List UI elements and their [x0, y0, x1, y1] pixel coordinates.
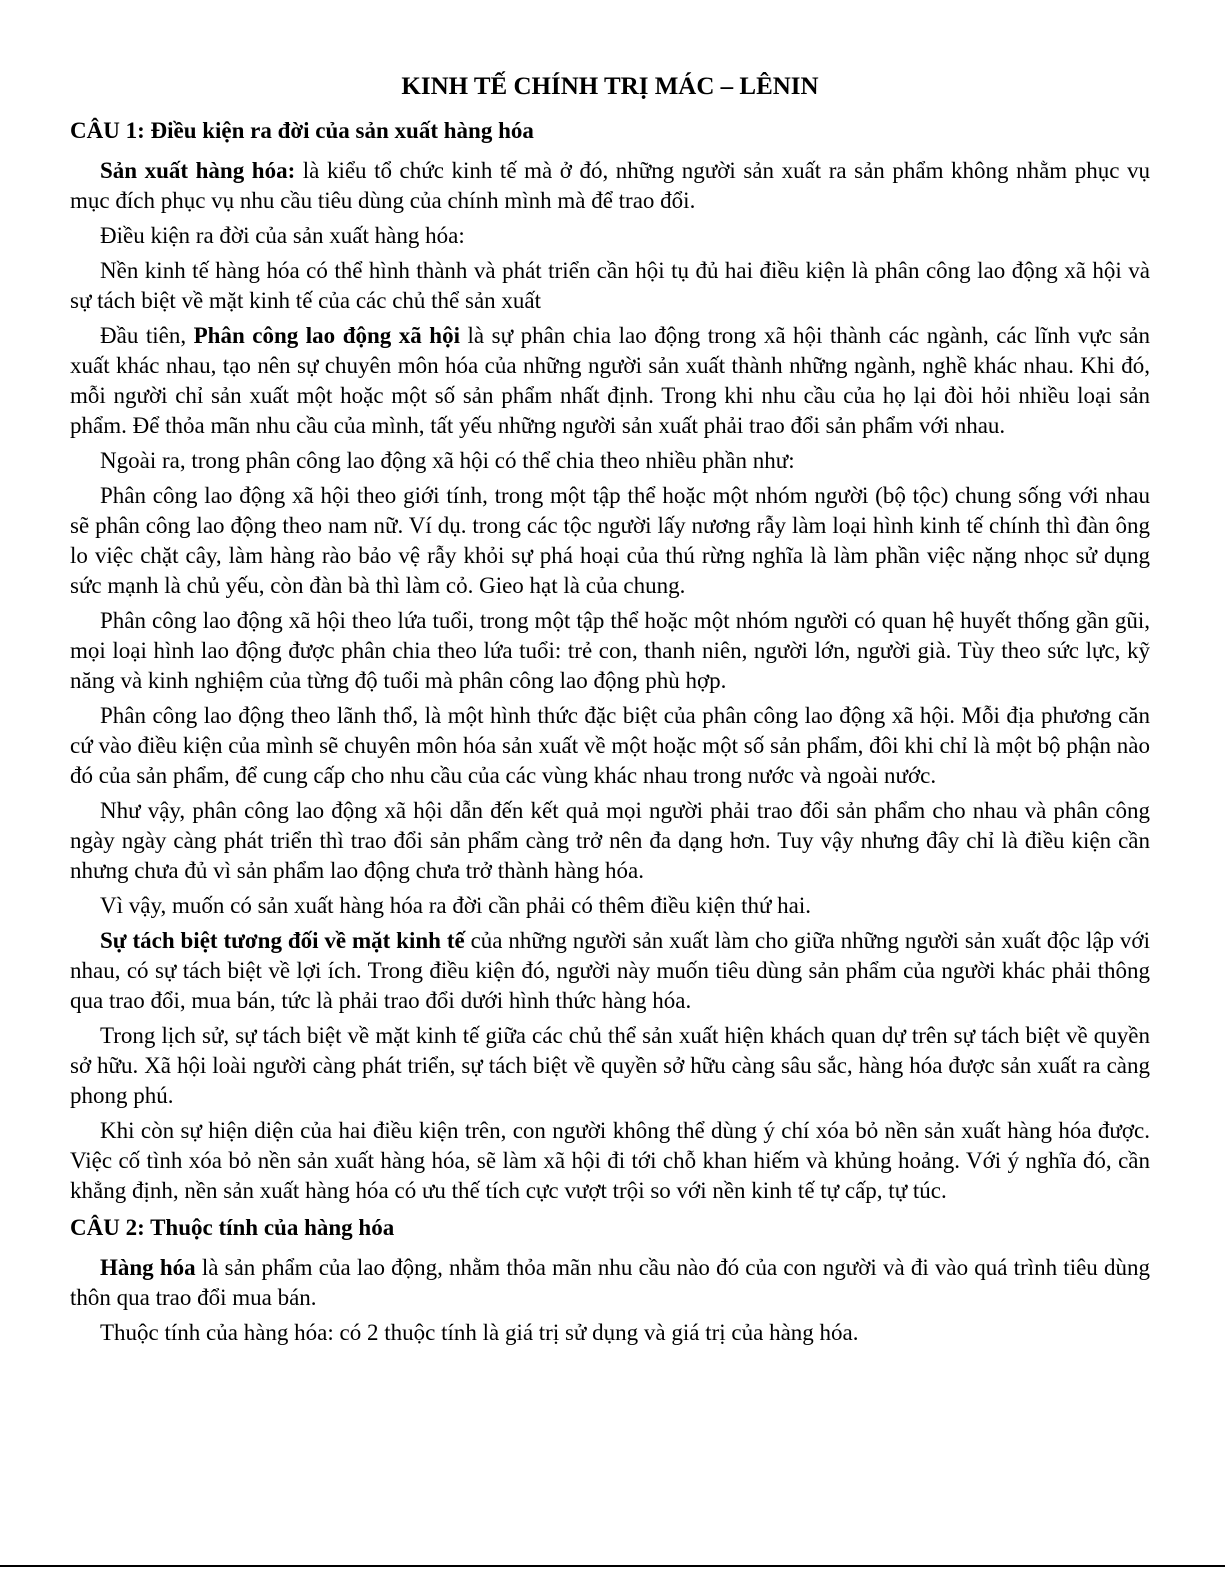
section-heading-q1: CÂU 1: Điều kiện ra đời của sản xuất hàng hóa: [70, 118, 534, 143]
paragraph: Khi còn sự hiện diện của hai điều kiện trên, con người không thể dùng ý chí xóa bỏ nền sản xuất hàng hóa được. Việc cố tình xóa bỏ nền sản xuất hàng hóa, sẽ làm xã hội đi tới chỗ khan hiếm và khủng hoảng. Với ý nghĩa đó, cần khẳng định, nền sản xuất hàng hóa có ưu thế tích cực vượt trội so với nền kinh tế tự cấp, tự túc.: [70, 1118, 1150, 1203]
bold-term: Sản xuất hàng hóa:: [100, 158, 296, 183]
bold-term: Hàng hóa: [100, 1255, 196, 1280]
document-page: [70, 70, 1150, 1353]
paragraph: Phân công lao động theo lãnh thổ, là một hình thức đặc biệt của phân công lao động xã hội. Mỗi địa phương căn cứ vào điều kiện của mình sẽ chuyên môn hóa sản xuất về một hoặc một số sản phẩm, đôi khi chỉ là một bộ phận nào đó của sản phẩm, để cung cấp cho nhu cầu của các vùng khác nhau trong nước và ngoài nước.: [70, 703, 1150, 788]
section-heading-q2: CÂU 2: Thuộc tính của hàng hóa: [70, 1215, 395, 1240]
page-bottom-rule: [0, 1565, 1225, 1567]
paragraph: Như vậy, phân công lao động xã hội dẫn đến kết quả mọi người phải trao đổi sản phẩm cho nhau và phân công ngày ngày càng phát triển thì trao đổi sản phẩm càng trở nên đa dạng hơn. Tuy vậy nhưng đây chỉ là điều kiện cần nhưng chưa đủ vì sản phẩm lao động chưa trở thành hàng hóa.: [70, 798, 1150, 883]
paragraph: Sản xuất hàng hóa: là kiểu tổ chức kinh tế mà ở đó, những người sản xuất ra sản phẩm không nhằm phục vụ mục đích phục vụ nhu cầu tiêu dùng của chính mình mà để trao đổi.: [70, 158, 1150, 213]
bold-term: Sự tách biệt tương đối về mặt kinh tế: [100, 928, 465, 953]
paragraph: Đầu tiên, Phân công lao động xã hội là sự phân chia lao động trong xã hội thành các ngành, các lĩnh vực sản xuất khác nhau, tạo nên sự chuyên môn hóa của những người sản xuất thành những ngành, nghề khác nhau. Khi đó, mỗi người chỉ sản xuất một hoặc một số sản phẩm nhất định. Trong khi nhu cầu của họ lại đòi hỏi nhiều loại sản phẩm. Để thỏa mãn nhu cầu của mình, tất yếu những người sản xuất phải trao đổi sản phẩm với nhau.: [70, 323, 1151, 438]
paragraph: Vì vậy, muốn có sản xuất hàng hóa ra đời cần phải có thêm điều kiện thứ hai.: [100, 893, 812, 918]
paragraph: Phân công lao động xã hội theo giới tính, trong một tập thể hoặc một nhóm người (bộ tộc) chung sống với nhau sẽ phân công lao động theo nam nữ. Ví dụ. trong các tộc người lấy nương rẫy làm loại hình kinh tế chính thì đàn ông lo việc chặt cây, làm hàng rào bảo vệ rẫy khỏi sự phá hoại của thú rừng nghĩa là làm phần việc nặng nhọc sử dụng sức mạnh là chủ yếu, còn đàn bà thì làm cỏ. Gieo hạt là của chung.: [70, 483, 1150, 598]
paragraph: Trong lịch sử, sự tách biệt về mặt kinh tế giữa các chủ thể sản xuất hiện khách quan dự trên sự tách biệt về quyền sở hữu. Xã hội loài người càng phát triển, sự tách biệt về quyền sở hữu càng sâu sắc, hàng hóa được sản xuất ra càng phong phú.: [70, 1023, 1150, 1108]
paragraph: Hàng hóa là sản phẩm của lao động, nhằm thỏa mãn nhu cầu nào đó của con người và đi vào quá trình tiêu dùng thôn qua trao đổi mua bán.: [70, 1255, 1150, 1310]
paragraph: Thuộc tính của hàng hóa: có 2 thuộc tính là giá trị sử dụng và giá trị của hàng hóa.: [100, 1320, 859, 1345]
paragraph: Sự tách biệt tương đối về mặt kinh tế của những người sản xuất làm cho giữa những người sản xuất độc lập với nhau, có sự tách biệt về lợi ích. Trong điều kiện đó, người này muốn tiêu dùng sản phẩm của người khác phải thông qua trao đổi, mua bán, tức là phải trao đổi dưới hình thức hàng hóa.: [70, 928, 1150, 1013]
paragraph: Nền kinh tế hàng hóa có thể hình thành và phát triển cần hội tụ đủ hai điều kiện là phân công lao động xã hội và sự tách biệt về mặt kinh tế của các chủ thể sản xuất: [70, 258, 1150, 313]
document-title: KINH TẾ CHÍNH TRỊ MÁC – LÊNIN: [401, 73, 819, 100]
bold-term: Phân công lao động xã hội: [193, 323, 460, 348]
paragraph: Điều kiện ra đời của sản xuất hàng hóa:: [100, 223, 465, 248]
paragraph: Ngoài ra, trong phân công lao động xã hội có thể chia theo nhiều phần như:: [100, 448, 795, 473]
paragraph: Phân công lao động xã hội theo lứa tuổi, trong một tập thể hoặc một nhóm người có quan hệ huyết thống gần gũi, mọi loại hình lao động được phân chia theo lứa tuổi: trẻ con, thanh niên, người lớn, người già. Tùy theo sức lực, kỹ năng và kinh nghiệm của từng độ tuổi mà phân công lao động phù hợp.: [70, 608, 1150, 693]
